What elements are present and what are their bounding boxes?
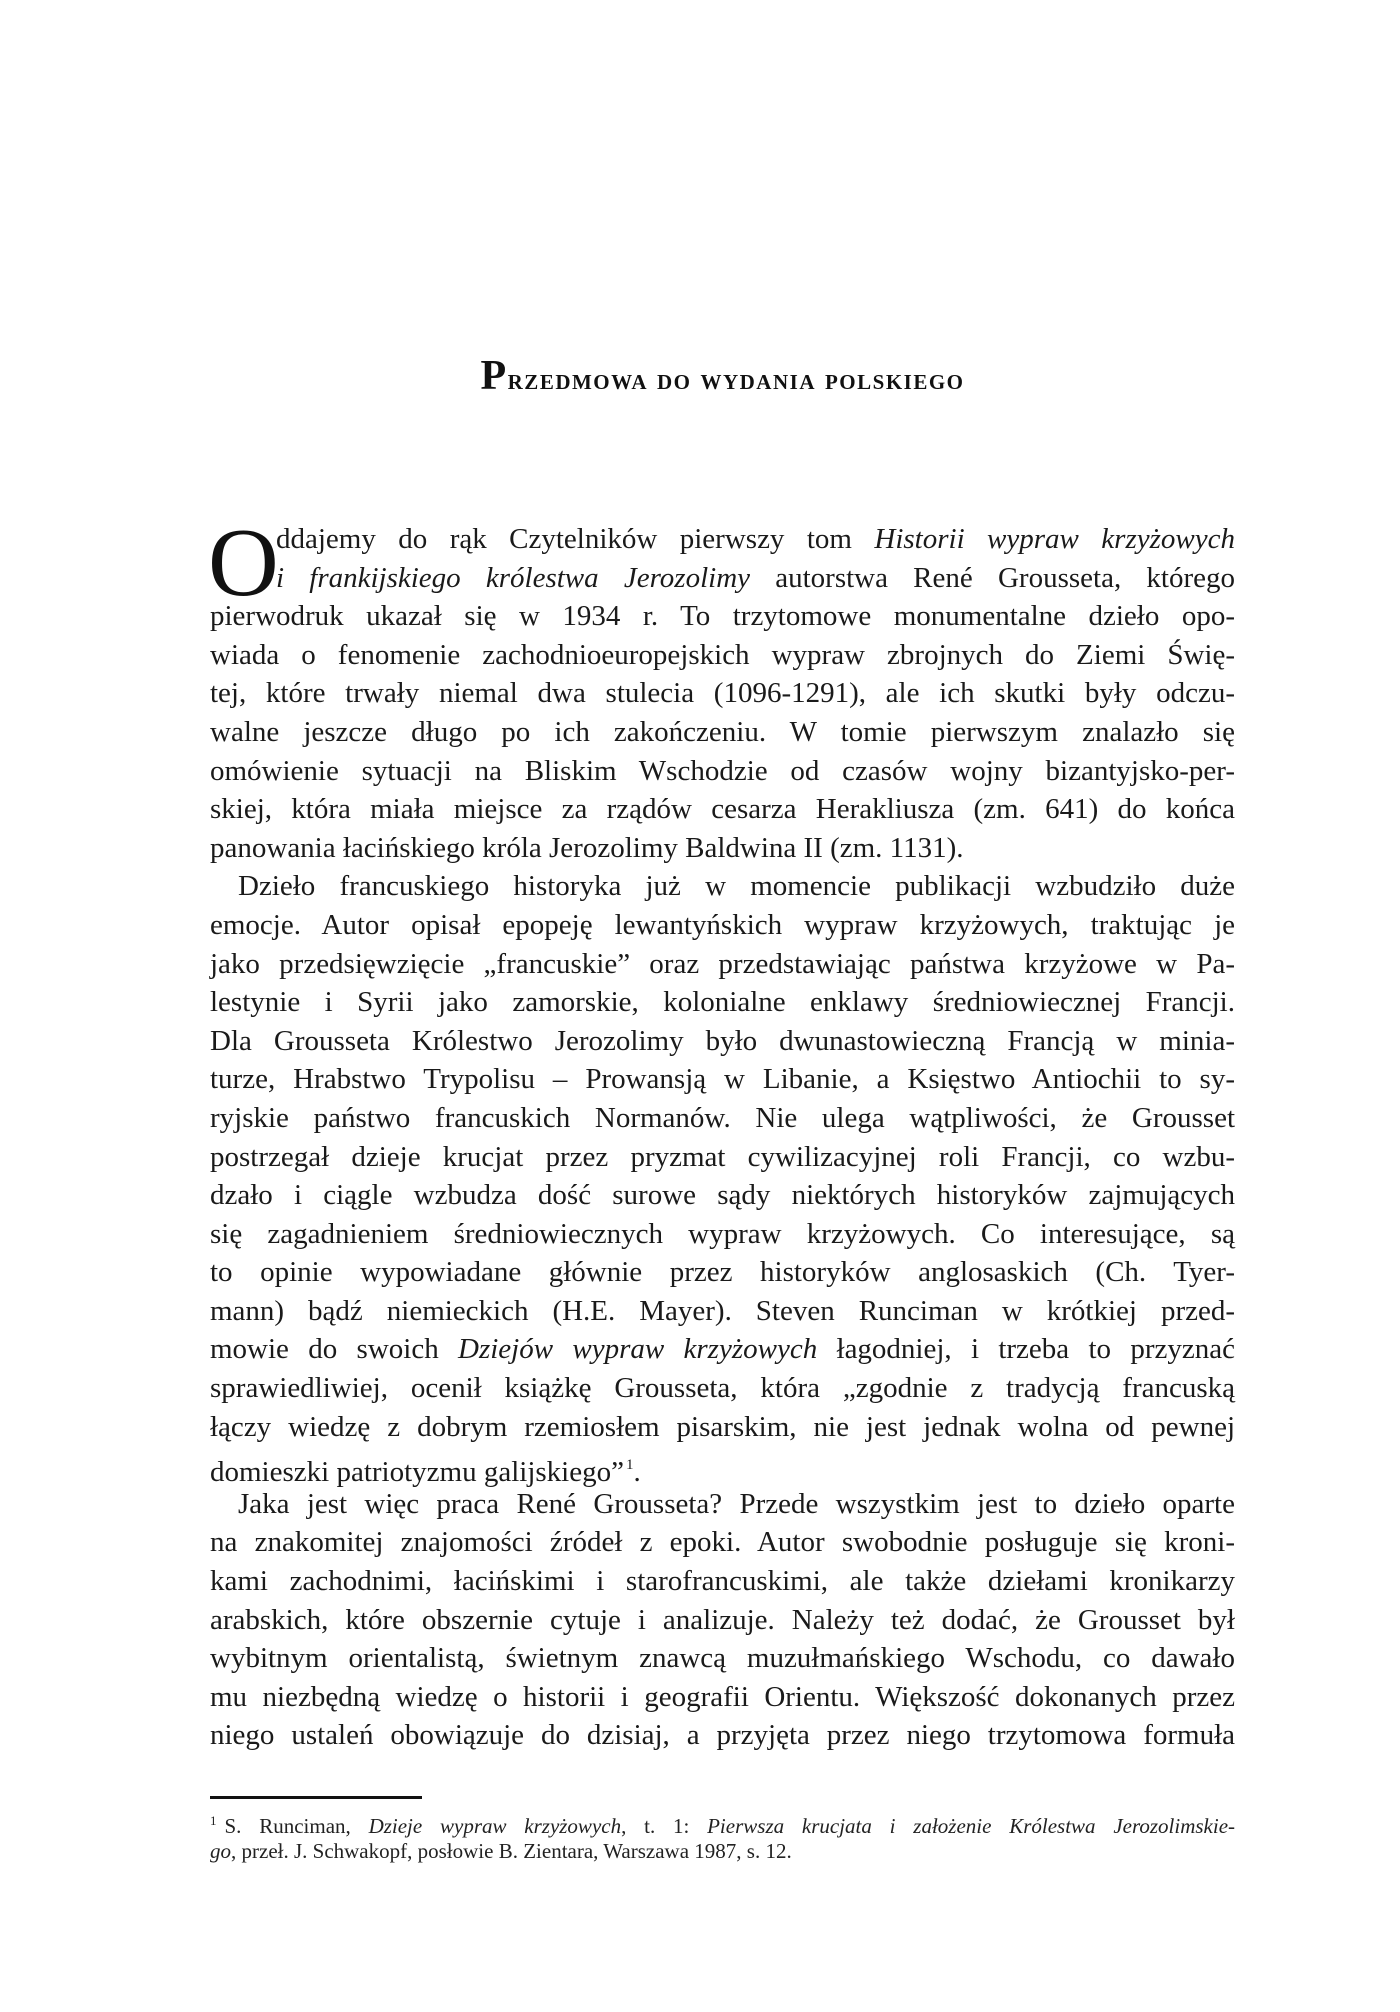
text-line	[210, 1176, 1235, 1215]
text-line	[210, 867, 1235, 906]
footnote-number: 1	[210, 1813, 217, 1828]
text-line	[210, 1292, 1235, 1331]
footnote-line	[210, 1836, 1235, 1866]
title-initial: P	[480, 353, 508, 399]
text-line	[210, 1639, 1235, 1678]
text-line	[210, 1099, 1235, 1138]
text-run: się zagadnieniem średniowiecznych wypraw krzyżowych. Co interesujące, są	[210, 1217, 1235, 1250]
text-run: pierwodruk ukazał się w 1934 r. To trzytomowe monumentalne dzieło opo-	[210, 600, 1235, 633]
text-run: Dzieło francuskiego historyka już w momencie publikacji wzbudziło duże	[238, 870, 1235, 903]
text-run: mu niezbędną wiedzę o historii i geografii Orientu. Większość dokonanych przez	[210, 1680, 1235, 1713]
text-line	[210, 1523, 1235, 1562]
text-line	[210, 597, 1235, 636]
text-run: autorstwa René Grousseta, którego	[750, 561, 1235, 594]
text-line	[210, 1485, 1235, 1524]
text-run: kami zachodnimi, łacińskimi i starofrancuskimi, ale także dziełami kronikarzy	[210, 1565, 1235, 1598]
text-line	[210, 1330, 1235, 1369]
title-rest: rzedmowa do wydania polskiego	[507, 363, 965, 396]
text-line	[210, 1678, 1235, 1717]
text-run: wybitnym orientalistą, świetnym znawcą muzułmańskiego Wschodu, co dawało	[210, 1642, 1235, 1675]
text-line	[210, 1601, 1235, 1640]
text-run: S. Runciman,	[224, 1814, 369, 1838]
text-line	[210, 1446, 1235, 1489]
text-run: panowania łacińskiego króla Jerozolimy Baldwina II (zm. 1131).	[210, 831, 964, 864]
text-line	[210, 1562, 1235, 1601]
text-run: Jaka jest więc praca René Grousseta? Przede wszystkim jest to dzieło oparte	[238, 1487, 1235, 1520]
text-line	[210, 1138, 1235, 1177]
text-line	[210, 713, 1235, 752]
footnote-line	[210, 1806, 1235, 1836]
text-line	[210, 1408, 1235, 1447]
text-line	[210, 1369, 1235, 1408]
text-run: mann) bądź niemieckich (H.E. Mayer). Steven Runciman w krótkiej przed-	[210, 1294, 1235, 1327]
text-line	[210, 945, 1235, 984]
text-line	[210, 1716, 1235, 1755]
text-run: walne jeszcze długo po ich zakończeniu. W tomie pierwszym znalazło się	[210, 715, 1235, 748]
paragraph	[210, 1485, 1235, 1755]
footnote-rule	[210, 1796, 422, 1799]
text-run: , przeł. J. Schwakopf, posłowie B. Zientara, Warszawa 1987, s. 12.	[231, 1839, 792, 1863]
text-line	[210, 1215, 1235, 1254]
text-run: omówienie sytuacji na Bliskim Wschodzie od czasów wojny bizantyjsko-per-	[210, 754, 1235, 787]
text-line	[210, 790, 1235, 829]
text-line	[210, 1022, 1235, 1061]
text-run: domieszki patriotyzmu galijskiego”	[210, 1456, 624, 1489]
text-line	[210, 520, 1235, 559]
text-line	[210, 906, 1235, 945]
text-run: sprawiedliwiej, ocenił książkę Grousseta, która „zgodnie z tradycją francuską	[210, 1372, 1235, 1405]
text-run: , t. 1:	[621, 1814, 708, 1838]
footnote-ref[interactable]: 1	[625, 1457, 634, 1474]
italic-text: Pierwsza krucjata i założenie Królestwa Jerozolimskie-	[707, 1814, 1236, 1838]
italic-text: Historii wypraw krzyżowych	[874, 523, 1235, 555]
paragraph	[210, 520, 1235, 867]
text-line	[210, 674, 1235, 713]
italic-text: Dzieje wypraw krzyżowych	[368, 1814, 622, 1838]
text-run: dzało i ciągle wzbudza dość surowe sądy niektórych historyków zajmujących	[210, 1179, 1235, 1212]
text-run: łączy wiedzę z dobrym rzemiosłem pisarskim, nie jest jednak wolna od pewnej	[210, 1410, 1235, 1443]
text-run: postrzegał dzieje krucjat przez pryzmat cywilizacyjnej roli Francji, co wzbu-	[210, 1140, 1235, 1173]
text-run: arabskich, które obszernie cytuje i analizuje. Należy też dodać, że Grousset był	[210, 1603, 1235, 1636]
text-run: niego ustaleń obowiązuje do dzisiaj, a przyjęta przez niego trzytomowa formuła	[210, 1719, 1235, 1752]
text-line	[210, 752, 1235, 791]
text-run: to opinie wypowiadane głównie przez historyków anglosaskich (Ch. Tyer-	[210, 1256, 1235, 1289]
text-line	[210, 1060, 1235, 1099]
text-run: na znakomitej znajomości źródeł z epoki. Autor swobodnie posługuje się kroni-	[210, 1526, 1235, 1559]
text-line	[210, 559, 1235, 598]
italic-text: i frankijskiego królestwa Jerozolimy	[276, 561, 751, 594]
text-line	[210, 829, 1235, 868]
text-run: turze, Hrabstwo Trypolisu – Prowansją w Libanie, a Księstwo Antiochii to sy-	[210, 1063, 1235, 1096]
italic-text: go	[210, 1839, 231, 1863]
chapter-title	[210, 352, 1235, 400]
paragraph	[210, 867, 1235, 1489]
footnote	[210, 1806, 1235, 1866]
paragraphs	[210, 520, 1235, 1755]
text-run: łagodniej, i trzeba to przyznać	[817, 1333, 1235, 1366]
text-run: lestynie i Syrii jako zamorskie, kolonialne enklawy średniowiecznej Francji.	[210, 986, 1235, 1019]
text-line	[210, 983, 1235, 1022]
text-run: skiej, która miała miejsce za rządów cesarza Herakliusza (zm. 641) do końca	[210, 793, 1235, 826]
drop-cap: O	[208, 509, 279, 617]
text-run: jako przedsięwzięcie „francuskie” oraz przedstawiając państwa krzyżowe w Pa-	[210, 947, 1235, 980]
text-line	[210, 1253, 1235, 1292]
text-run: .	[633, 1456, 641, 1489]
text-run: Dla Grousseta Królestwo Jerozolimy było dwunastowieczną Francją w minia-	[210, 1024, 1235, 1057]
body-text	[208, 509, 1235, 1755]
text-line	[210, 636, 1235, 675]
text-run: mowie do swoich	[210, 1333, 458, 1366]
text-run: tej, które trwały niemal dwa stulecia (1096-1291), ale ich skutki były odczu-	[210, 677, 1235, 710]
text-run: wiada o fenomenie zachodnioeuropejskich wypraw zbrojnych do Ziemi Świę-	[210, 638, 1235, 671]
text-run: emocje. Autor opisał epopeję lewantyńskich wypraw krzyżowych, traktując je	[210, 908, 1235, 941]
text-run: ddajemy do rąk Czytelników pierwszy tom	[276, 523, 875, 555]
italic-text: Dziejów wypraw krzyżowych	[458, 1333, 818, 1366]
text-run: ryjskie państwo francuskich Normanów. Nie ulega wątpliwości, że Grousset	[210, 1101, 1235, 1134]
